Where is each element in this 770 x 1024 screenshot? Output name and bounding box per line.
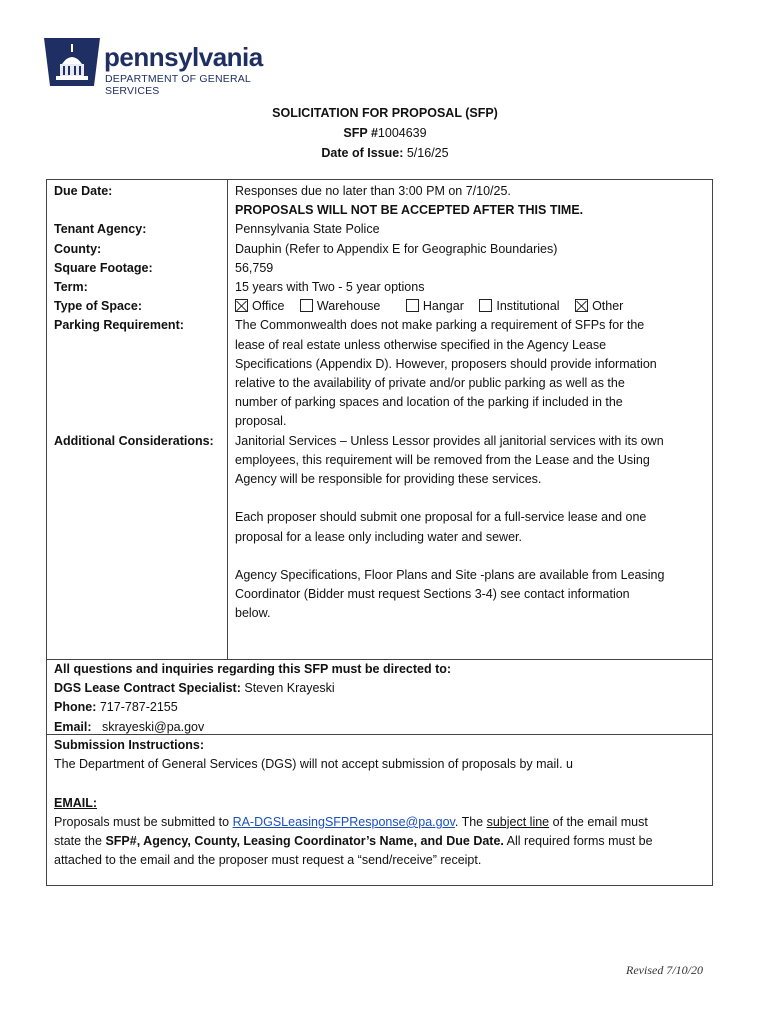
revision-date: Revised 7/10/20: [626, 963, 703, 977]
checkbox-icon[interactable]: [479, 299, 492, 312]
specialist-name: Steven Krayeski: [244, 681, 335, 696]
document-title: [0, 103, 770, 163]
specialist-label: DGS Lease Contract Specialist:: [54, 681, 241, 696]
keystone-capitol-icon: [42, 36, 102, 88]
type-of-space-label: Type of Space:: [54, 299, 142, 314]
issue-date: 5/16/25: [406, 146, 449, 160]
submission-mail-note: The Department of General Services (DGS) will not accept submission of proposals by mail. u: [54, 757, 573, 772]
space-option-other[interactable]: Other: [575, 299, 623, 313]
space-option-warehouse[interactable]: Warehouse: [300, 299, 380, 313]
submission-email-link[interactable]: RA-DGSLeasingSFPResponse@pa.gov: [232, 814, 455, 829]
sfp-details-table: [46, 179, 713, 886]
space-option-hangar[interactable]: Hangar: [406, 299, 464, 313]
contact-heading: All questions and inquiries regarding this SFP must be directed to:: [54, 662, 452, 676]
email-value: skrayeski@pa.gov: [101, 719, 205, 734]
county-value: Dauphin (Refer to Appendix E for Geographic Boundaries): [235, 241, 558, 256]
required-subject-fields: SFP#, Agency, County, Leasing Coordinator’s Name, and Due Date.: [105, 834, 504, 849]
parking-text: The Commonwealth does not make parking a requirement of SFPs for the lease of real estate unless otherwise specified in the Agency Lease Specifications (Appendix D). However, proposers should provide information relative to the availability of private and/or public parking as well as the number of parking spaces and location of the parking if included in the proposal.: [235, 318, 657, 429]
checkbox-checked-icon[interactable]: [575, 299, 588, 312]
tenant-agency-label: Tenant Agency:: [54, 222, 147, 237]
submission-receipt-note: attached to the email and the proposer must request a “send/receive” receipt.: [54, 853, 482, 868]
sfp-label: SFP #: [343, 126, 378, 140]
square-footage-value: 56,759: [235, 260, 274, 275]
space-option-office[interactable]: Office: [235, 299, 284, 313]
pa-dgs-logo: [42, 36, 292, 97]
submission-section: Submission Instructions: The Department of General Services (DGS) will not accept submission of proposals by mail. u EMAIL: Proposals must be submitted to RA-DGSLeasingSFPResponse@pa.gov. The subject line of the email must state the SFP#, Agency, County, Leasing Coordinator’s Name, and Due Date. All required forms must be attached to the email and the proposer must request a “send/receive” receipt.: [54, 736, 704, 870]
checkbox-icon[interactable]: [300, 299, 313, 312]
county-label: County:: [54, 241, 102, 256]
logo-wordmark: pennsylvania: [104, 42, 263, 72]
parking-label: Parking Requirement:: [54, 318, 184, 333]
subject-line-text: subject line: [486, 814, 550, 829]
phone-value: 717-787-2155: [99, 700, 178, 715]
term-label: Term:: [54, 280, 88, 295]
due-date-label: Due Date:: [54, 184, 113, 198]
checkbox-icon[interactable]: [406, 299, 419, 312]
due-date-note: PROPOSALS WILL NOT BE ACCEPTED AFTER THIS TIME.: [235, 203, 584, 218]
email-label: Email:: [54, 719, 92, 734]
due-date-value: Responses due no later than 3:00 PM on 7/10/25.: [235, 184, 511, 198]
field-values: [235, 182, 705, 624]
logo-department: DEPARTMENT OF GENERAL SERVICES: [105, 73, 251, 97]
additional-considerations-text: Janitorial Services – Unless Lessor provides all janitorial services with its own employees, this requirement will be removed from the Lease and the Using Agency will be responsible for providing these services. Each proposer should submit one proposal for a full-service lease and one proposal for a lease only including water and sewer. Agency Specifications, Floor Plans and Site -plans are available from Leasing Coordinator (Bidder must request Sections 3-4) see contact information below.: [235, 433, 665, 621]
square-footage-label: Square Footage:: [54, 260, 153, 275]
term-value: 15 years with Two - 5 year options: [235, 280, 425, 295]
field-labels: [54, 182, 214, 451]
tenant-agency-value: Pennsylvania State Police: [235, 222, 380, 237]
contact-section: [54, 660, 451, 737]
title-line: SOLICITATION FOR PROPOSAL (SFP): [272, 106, 498, 120]
additional-considerations-label: Additional Considerations:: [54, 433, 214, 448]
sfp-number: 1004639: [377, 126, 427, 140]
submission-heading: Submission Instructions:: [54, 738, 205, 752]
space-option-institutional[interactable]: Institutional: [479, 299, 559, 313]
checkbox-checked-icon[interactable]: [235, 299, 248, 312]
issue-date-label: Date of Issue:: [321, 146, 404, 160]
column-divider: [227, 180, 228, 659]
email-heading: EMAIL:: [54, 795, 98, 810]
space-type-options: [235, 297, 705, 316]
phone-label: Phone:: [54, 700, 97, 715]
